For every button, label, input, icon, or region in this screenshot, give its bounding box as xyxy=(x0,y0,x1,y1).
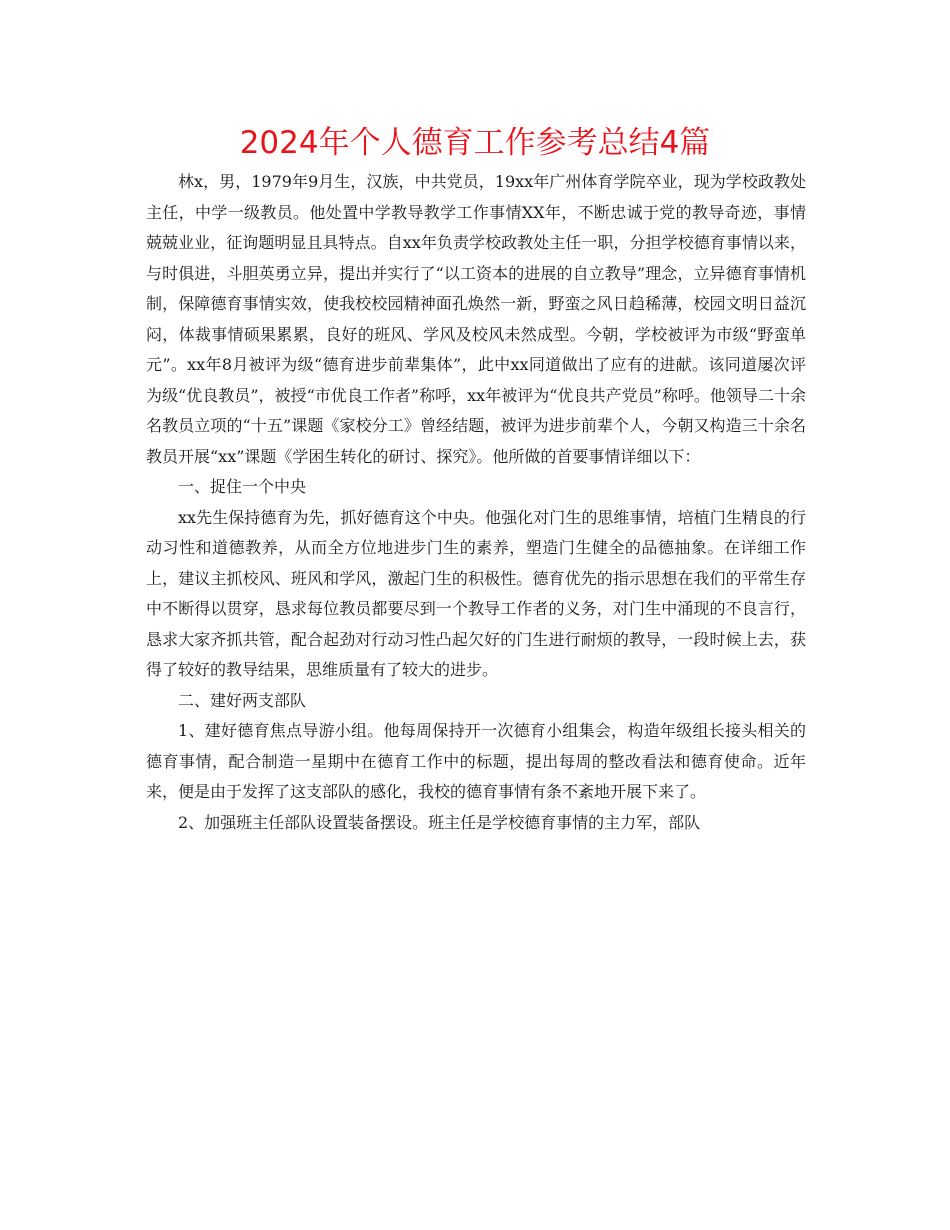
paragraph-section-1: xx先生保持德育为先，抓好德育这个中央。他强化对门生的思维事情，培植门生精良的行动习性和道德教养，从而全方位地进步门生的素养，塑造门生健全的品德抽象。在详细工作上，建议主抓校风、班风和学风，激起门生的积极性。德育优先的指示思想在我们的平常生存中不断得以贯穿，恳求每位教员都要尽到一个教导工作者的义务，对门生中涌现的不良言行，恳求大家齐抓共管，配合起劲对行动习性凸起欠好的门生进行耐烦的教导，一段时候上去，获得了较好的教导结果，思维质量有了较大的进步。 xyxy=(146,507,806,679)
paragraph-item-2: 2、加强班主任部队设置装备摆设。班主任是学校德育事情的主力军，部队 xyxy=(178,812,701,832)
document-body xyxy=(146,167,806,838)
paragraph-intro: 林x，男，1979年9月生，汉族，中共党员，19xx年广州体育学院卒业，现为学校政教处主任，中学一级教员。他处置中学教导教学工作事情XX年，不断忠诚于党的教导奇迹，事情兢兢业业，征询题明显且具特点。自xx年负责学校政教处主任一职，分担学校德育事情以来，与时俱进，斗胆英勇立异，提出并实行了“以工资本的进展的自立教导”理念，立异德育事情机制，保障德育事情实效，使我校校园精神面孔焕然一新，野蛮之风日趋稀薄，校园文明日益沉闷，体裁事情硕果累累，良好的班风、学风及校风未然成型。今朝，学校被评为市级“野蛮单元”。xx年8月被评为级“德育进步前辈集体”，此中xx同道做出了应有的进献。该同道屡次评为级“优良教员”，被授“市优良工作者”称呼，xx年被评为“优良共产党员”称呼。他领导二十余名教员立项的“十五”课题《家校分工》曾经结题，被评为进步前辈个人，今朝又构造三十余名教员开展“xx”课题《学困生转化的研讨、探究》。他所做的首要事情详细以下： xyxy=(146,172,806,466)
section-heading-2: 二、建好两支部队 xyxy=(178,690,307,710)
paragraph-item-1: 1、建好德育焦点导游小组。他每周保持开一次德育小组集会，构造年级组长接头相关的德育事情，配合制造一星期中在德育工作中的标题，提出每周的整改看法和德育使命。近年来，便是由于发挥了这支部队的感化，我校的德育事情有条不紊地开展下来了。 xyxy=(146,721,806,801)
document-title: 2024年个人德育工作参考总结4篇 xyxy=(239,125,711,161)
section-heading-1: 一、捉住一个中央 xyxy=(178,477,307,496)
